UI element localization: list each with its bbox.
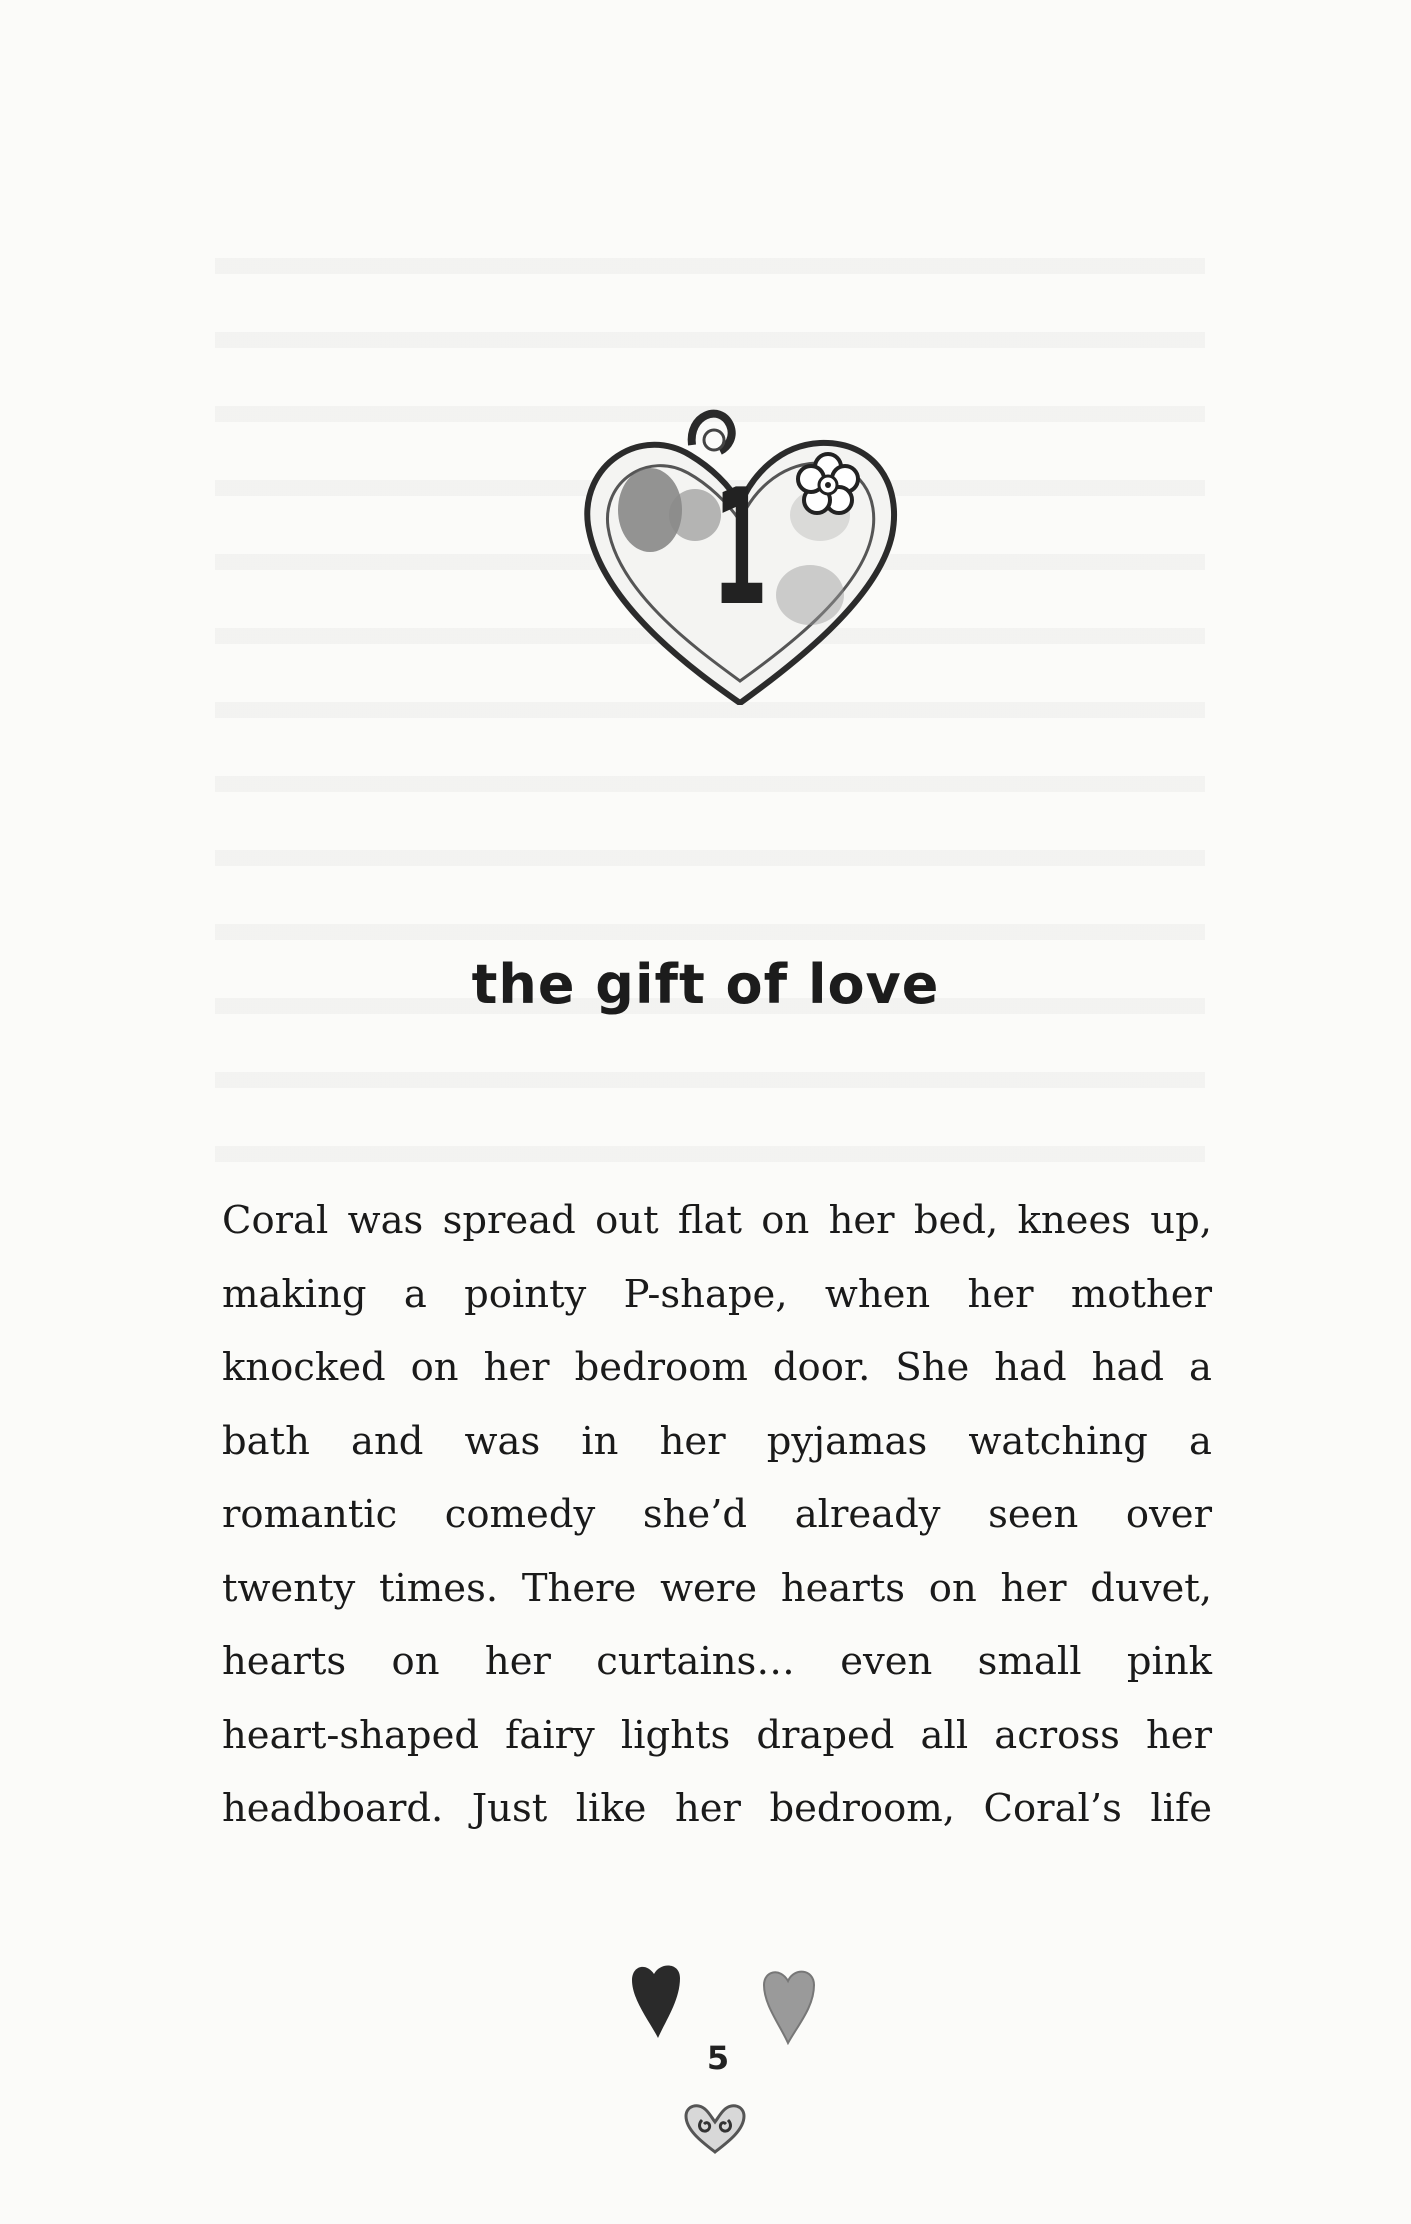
text-line: heart-shaped fairy lights draped all across her <box>222 1712 1212 1758</box>
text-line: Coral was spread out flat on her bed, knees up, <box>222 1198 1212 1243</box>
heart-dark-icon <box>628 1960 684 2040</box>
show-through-text <box>215 230 1205 1190</box>
text-line: hearts on her curtains… even small pink <box>222 1639 1212 1684</box>
text-line: knocked on her bedroom door. She had had a <box>222 1345 1212 1390</box>
text-line: romantic comedy she’d already seen over <box>222 1492 1212 1537</box>
heart-grey-icon <box>760 1965 818 2045</box>
chapter-number: 1 <box>713 454 767 641</box>
page-footer <box>600 1950 840 2150</box>
text-line: bath and was in her pyjamas watching a <box>222 1418 1212 1464</box>
charm-loop <box>692 414 732 451</box>
text-line: headboard. Just like her bedroom, Coral’s life <box>222 1786 1212 1831</box>
heart-swirl-icon <box>682 2100 748 2154</box>
chapter-title: the gift of love <box>471 953 940 1016</box>
body-text <box>222 1184 1212 1846</box>
charm-loop-inner <box>704 430 724 450</box>
page-number: 5 <box>706 2039 730 2077</box>
text-line: twenty times. There were hearts on her duvet, <box>222 1565 1212 1611</box>
charm-shade-right <box>776 565 844 625</box>
text-line: making a pointy P-shape, when her mother <box>222 1271 1212 1317</box>
